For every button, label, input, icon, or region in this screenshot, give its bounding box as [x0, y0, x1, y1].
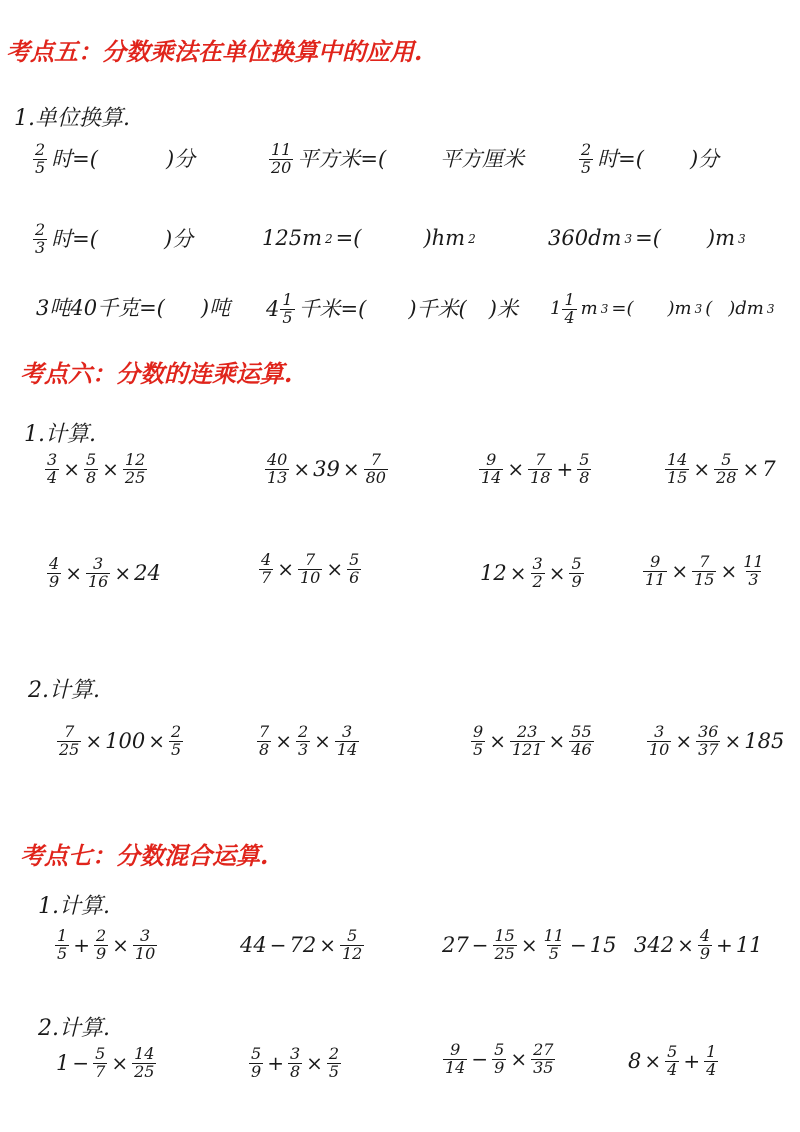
- calc-7-2-2: $\frac{5}{9}$ + $\frac{3}{8}$ × $\frac{2}{5}$: [251, 1044, 340, 1081]
- section-7-sub-1: 1.计算.: [38, 894, 110, 919]
- calc-7-1-4: 342 × $\frac{4}{9}$ + 11: [634, 926, 763, 963]
- conversion-2a: $\frac{2}{3}$ 时=( )分: [35, 220, 194, 257]
- calc-6-2-1: $\frac{7}{25}$ × 100 × $\frac{2}{5}$: [59, 722, 182, 759]
- conversion-1a: $\frac{2}{5}$ 时=( )分: [35, 140, 196, 177]
- calc-6-1-1: $\frac{3}{4}$ × $\frac{5}{8}$ × $\frac{12}{25}$: [47, 450, 146, 487]
- section-7-title: 考点七：分数混合运算.: [20, 841, 269, 870]
- section-5-sub-1: 1.单位换算.: [14, 106, 130, 131]
- conversion-3b: 4 $\frac{1}{5}$ 千米=( )千米( )米: [266, 290, 518, 327]
- conversion-3a: 3吨40千克=( )吨: [36, 296, 231, 320]
- conversion-2b: 125m 2 =( )hm 2: [262, 226, 476, 250]
- section-5-title: 考点五：分数乘法在单位换算中的应用.: [6, 37, 423, 66]
- calc-6-1-7: 12 × $\frac{3}{2}$ × $\frac{5}{9}$: [480, 554, 582, 591]
- calc-6-2-2: $\frac{7}{8}$ × $\frac{2}{3}$ × $\frac{3}{14}$: [259, 722, 358, 759]
- calc-7-2-3: $\frac{9}{14}$ − $\frac{5}{9}$ × $\frac{27}{35}$: [445, 1040, 554, 1077]
- calc-7-1-1: $\frac{1}{5}$ + $\frac{2}{9}$ × $\frac{3}{10}$: [57, 926, 156, 963]
- calc-6-1-3: $\frac{9}{14}$ × $\frac{7}{18}$ + $\frac{5}{8}$: [481, 450, 590, 487]
- conversion-1b: $\frac{11}{20}$ 平方米=( 平方厘米: [271, 140, 525, 177]
- section-6-title: 考点六：分数的连乘运算.: [20, 359, 293, 388]
- section-6-sub-2: 2.计算.: [28, 678, 100, 703]
- calc-6-2-3: $\frac{9}{5}$ × $\frac{23}{121}$ × $\frac{55}{46}$: [473, 722, 592, 759]
- calc-7-1-2: 44 − 72 × $\frac{5}{12}$: [240, 926, 363, 963]
- calc-6-1-5: $\frac{4}{9}$ × $\frac{3}{16}$ × 24: [49, 554, 161, 591]
- calc-6-1-8: $\frac{9}{11}$ × $\frac{7}{15}$ × $\frac{11}{3}$: [645, 552, 764, 589]
- calc-7-2-4: 8 × $\frac{5}{4}$ + $\frac{1}{4}$: [628, 1042, 717, 1079]
- calc-7-2-1: 1 − $\frac{5}{7}$ × $\frac{14}{25}$: [56, 1044, 155, 1081]
- section-6-sub-1: 1.计算.: [24, 422, 96, 447]
- conversion-3c: 1 $\frac{1}{4}$ m 3 =( )m 3 ( )dm 3: [550, 290, 775, 327]
- section-7-sub-2: 2.计算.: [38, 1016, 110, 1041]
- calc-6-2-4: $\frac{3}{10}$ × $\frac{36}{37}$ × 185: [649, 722, 785, 759]
- calc-7-1-3: 27 − $\frac{15}{25}$ × $\frac{11}{5}$ − 15: [442, 926, 617, 963]
- calc-6-1-6: $\frac{4}{7}$ × $\frac{7}{10}$ × $\frac{5}{6}$: [261, 550, 360, 587]
- calc-6-1-2: $\frac{40}{13}$ × 39 × $\frac{7}{80}$: [267, 450, 386, 487]
- calc-6-1-4: $\frac{14}{15}$ × $\frac{5}{28}$ × 7: [667, 450, 776, 487]
- conversion-2c: 360dm 3 =( )m 3: [548, 226, 746, 250]
- conversion-1c: $\frac{2}{5}$ 时=( )分: [581, 140, 720, 177]
